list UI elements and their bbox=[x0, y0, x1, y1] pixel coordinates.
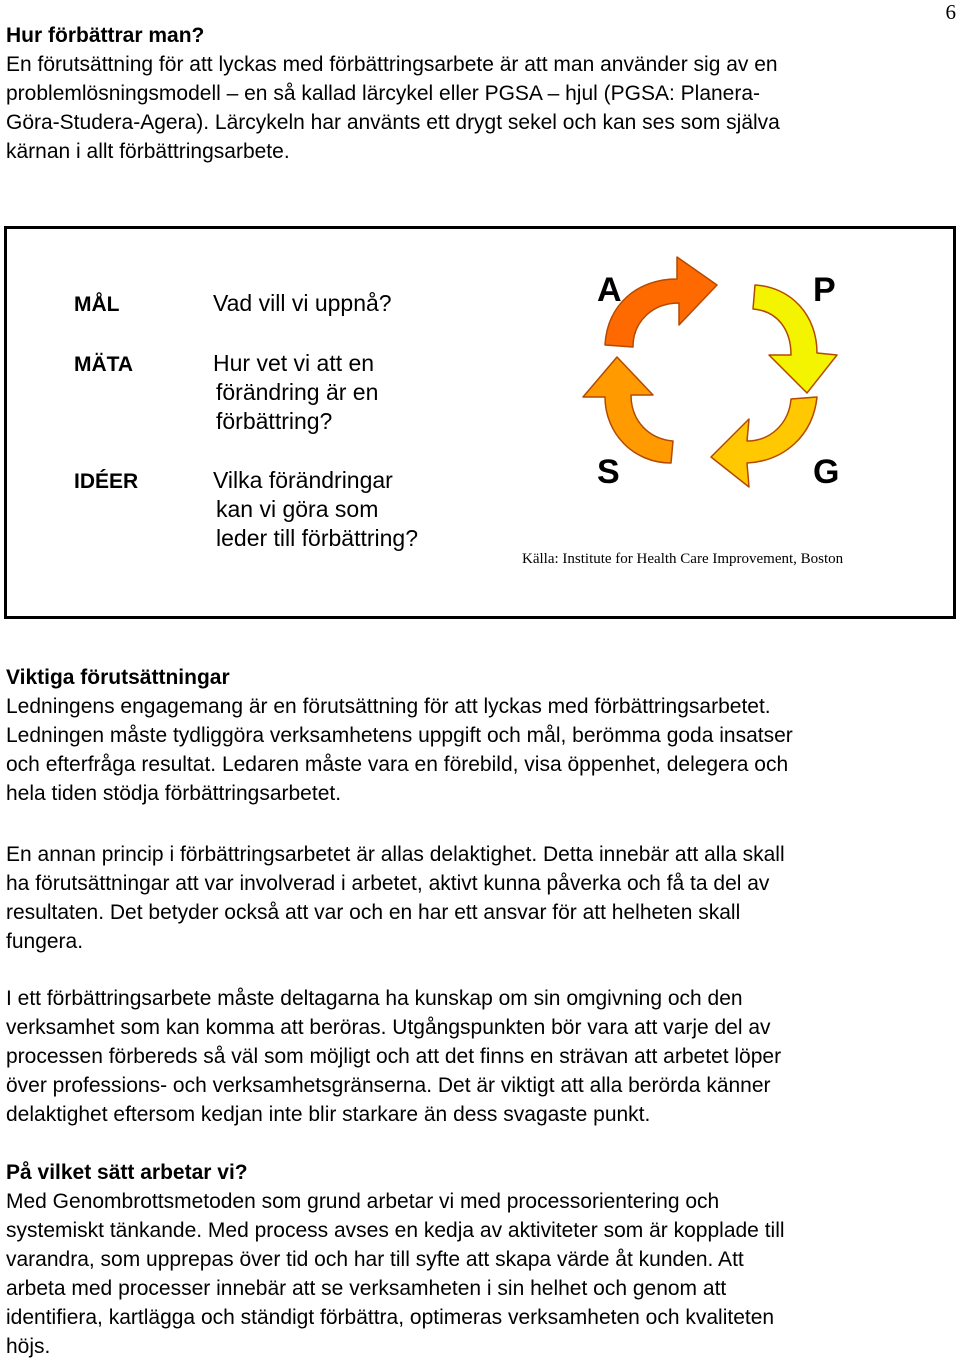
intro-paragraph bbox=[6, 50, 959, 166]
text-line: Med Genombrottsmetoden som grund arbetar vi med processorientering och bbox=[6, 1190, 720, 1213]
page-number: 6 bbox=[945, 0, 956, 24]
figure-source: Källa: Institute for Health Care Improvement, Boston bbox=[522, 551, 844, 567]
paragraph bbox=[6, 840, 959, 956]
intro-section bbox=[6, 21, 959, 166]
text-line: verksamhet som kan komma att beröras. Utgångspunkten bör vara att varje del av bbox=[6, 1016, 771, 1039]
label-mata: MÄTA bbox=[74, 353, 134, 376]
text-line: problemlösningsmodell – en så kallad lärcykel eller PGSA – hjul (PGSA: Planera- bbox=[6, 82, 761, 105]
intro-heading: Hur förbättrar man? bbox=[6, 24, 205, 47]
text-line: identifiera, kartlägga och ständigt förbättra, optimeras verksamheten och kvaliteten bbox=[6, 1306, 775, 1329]
question-line: förändring är en bbox=[216, 379, 379, 405]
cycle-letter-a: A bbox=[597, 271, 622, 309]
section-heading: På vilket sätt arbetar vi? bbox=[6, 1161, 248, 1184]
text-line: höjs. bbox=[6, 1335, 51, 1358]
text-line: Ledningens engagemang är en förutsättning för att lyckas med förbättringsarbetet. bbox=[6, 695, 771, 718]
question-line: Vilka förändringar bbox=[213, 467, 393, 493]
text-line: fungera. bbox=[6, 930, 84, 953]
text-line: hela tiden stödja förbättringsarbetet. bbox=[6, 782, 342, 805]
paragraph bbox=[6, 984, 959, 1129]
pdsa-figure-box bbox=[4, 226, 956, 619]
text-line: Göra-Studera-Agera). Lärcykeln har använts ett drygt sekel och kan ses som själva bbox=[6, 111, 780, 134]
cycle-letter-s: S bbox=[597, 453, 620, 491]
section-heading: Viktiga förutsättningar bbox=[6, 666, 230, 689]
text-line: processen förbereds så väl som möjligt och att det finns en strävan att arbetet löper bbox=[6, 1045, 782, 1068]
question-line: Vad vill vi uppnå? bbox=[213, 290, 392, 316]
text-line: kärnan i allt förbättringsarbete. bbox=[6, 140, 290, 163]
arrow-s-icon bbox=[583, 357, 673, 463]
arrow-a-icon bbox=[605, 257, 717, 347]
text-line: systemiskt tänkande. Med process avses en kedja av aktiviteter som är kopplade till bbox=[6, 1219, 785, 1242]
text-line: Ledningen måste tydliggöra verksamhetens uppgift och mål, berömma goda insatser bbox=[6, 724, 793, 747]
paragraph bbox=[6, 692, 959, 808]
text-line: En annan princip i förbättringsarbetet är allas delaktighet. Detta innebär att alla skall bbox=[6, 843, 785, 866]
question-line: leder till förbättring? bbox=[216, 525, 418, 551]
text-line: varandra, som upprepas över tid och har till syfte att skapa värde åt kunden. Att bbox=[6, 1248, 744, 1271]
question-line: Hur vet vi att en bbox=[213, 350, 375, 376]
question-ideer bbox=[213, 466, 418, 553]
section-viktiga bbox=[6, 663, 959, 808]
cycle-letter-p: P bbox=[813, 271, 836, 309]
text-line: över professions- och verksamhetsgränserna. Det är viktigt att alla berörda känner bbox=[6, 1074, 771, 1097]
paragraph-kunskap bbox=[6, 984, 959, 1129]
section-arbetar bbox=[6, 1158, 959, 1361]
text-line: resultaten. Det betyder också att var och en har ett ansvar för att helheten skall bbox=[6, 901, 741, 924]
text-line: En förutsättning för att lyckas med förbättringsarbete är att man använder sig av en bbox=[6, 53, 778, 76]
question-mal bbox=[213, 289, 392, 318]
label-mal: MÅL bbox=[74, 293, 120, 316]
label-ideer: IDÉER bbox=[74, 470, 139, 493]
text-line: och efterfråga resultat. Ledaren måste vara en förebild, visa öppenhet, delegera och bbox=[6, 753, 789, 776]
cycle-letter-g: G bbox=[813, 453, 840, 491]
text-line: delaktighet eftersom kedjan inte blir starkare än dess svagaste punkt. bbox=[6, 1103, 651, 1126]
text-line: ha förutsättningar att var involverad i arbetet, aktivt kunna påverka och få ta del av bbox=[6, 872, 770, 895]
question-mata bbox=[213, 349, 378, 436]
text-line: I ett förbättringsarbete måste deltagarna ha kunskap om sin omgivning och den bbox=[6, 987, 743, 1010]
text-line: arbeta med processer innebär att se verksamheten i sin helhet och genom att bbox=[6, 1277, 727, 1300]
arrow-g-icon bbox=[711, 397, 817, 487]
question-line: kan vi göra som bbox=[216, 496, 379, 522]
paragraph-delaktighet bbox=[6, 840, 959, 956]
paragraph bbox=[6, 1187, 959, 1361]
question-line: förbättring? bbox=[216, 408, 333, 434]
